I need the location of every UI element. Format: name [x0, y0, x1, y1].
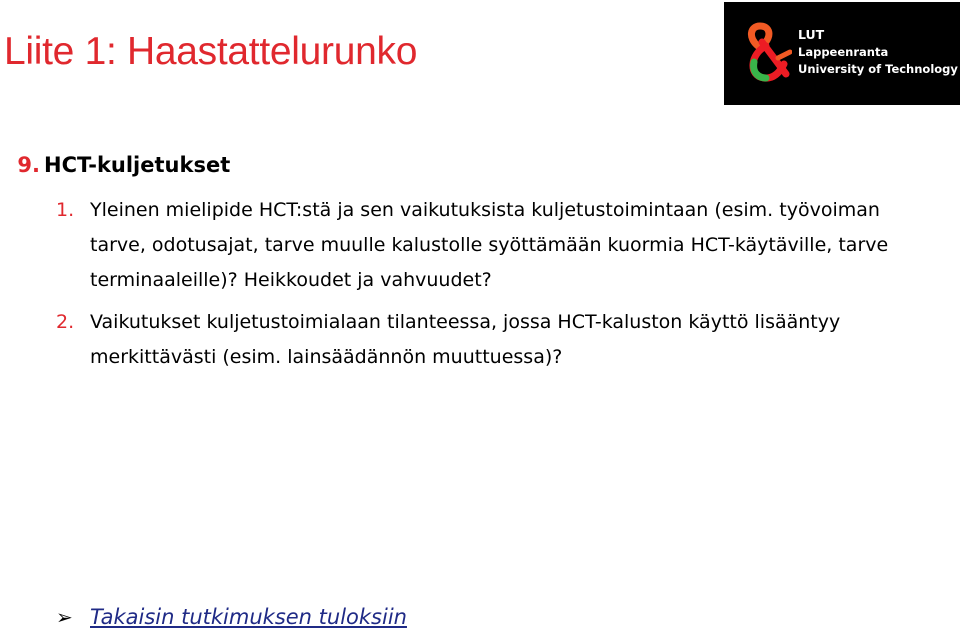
lut-logo [724, 2, 960, 105]
logo-line-2: Lappeenranta [798, 44, 889, 59]
lut-ampersand-icon [744, 22, 792, 84]
logo-line-3: University of Technology [798, 62, 958, 76]
slide-title: Liite 1: Haastattelurunko [4, 30, 418, 73]
question-list [0, 193, 960, 375]
lut-logo-text [798, 26, 958, 79]
question-number: 1. [56, 199, 75, 221]
back-link-row [56, 605, 407, 629]
question-text: Yleinen mielipide HCT:stä ja sen vaikutuksista kuljetustoimintaan (esim. työvoiman tarve, odotusajat, tarve muulle kalustolle syöttämään kuormia HCT-käytäville, tarve terminaaleille)? Heikkoudet ja vahvuudet? [90, 199, 889, 291]
question-number: 2. [56, 311, 75, 333]
section-label: HCT-kuljetukset [44, 153, 231, 177]
section-heading [0, 153, 230, 177]
back-to-results-link[interactable]: Takaisin tutkimuksen tuloksiin [90, 605, 407, 629]
section-number: 9. [17, 153, 40, 177]
arrow-bullet-icon: ➢ [56, 605, 73, 629]
question-text: Vaikutukset kuljetustoimialaan tilanteessa, jossa HCT-kaluston käyttö lisääntyy merkittävästi (esim. lainsäädännön muuttuessa)? [90, 311, 841, 368]
logo-line-1: LUT [798, 27, 825, 42]
question-item [0, 305, 960, 375]
question-item [0, 193, 960, 298]
